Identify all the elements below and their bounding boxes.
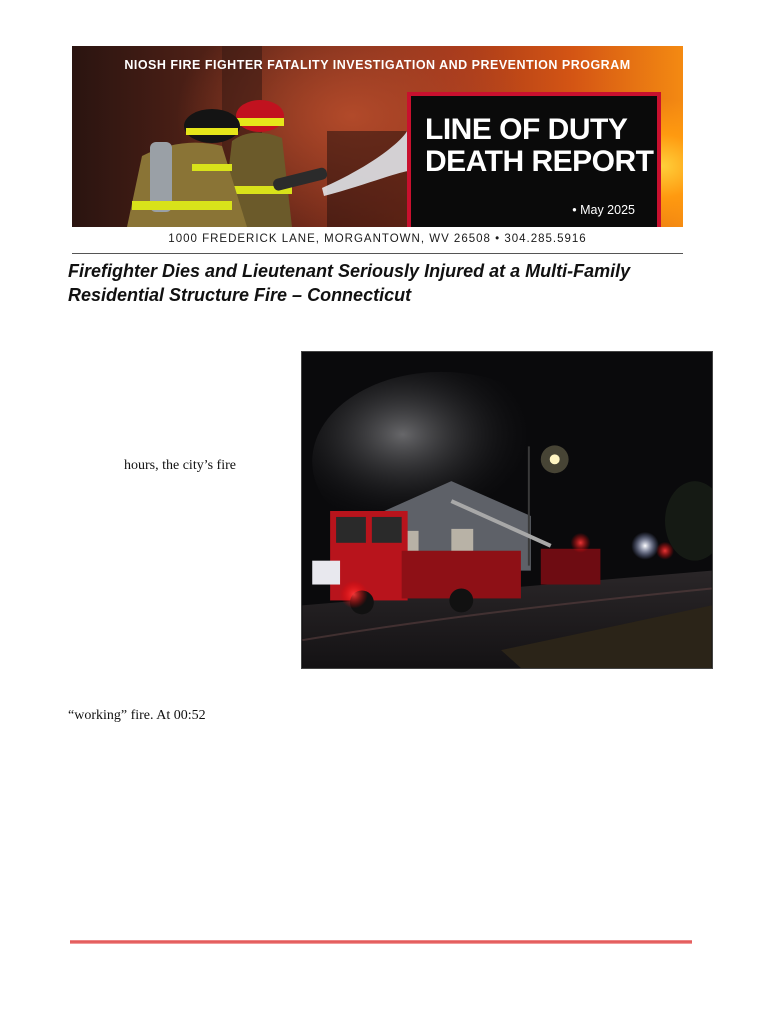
report-banner (72, 46, 683, 227)
report-title: Firefighter Dies and Lieutenant Seriously Injured at a Multi-Family Residential Structure Fire – Connecticut (68, 261, 631, 305)
report-type-box (407, 92, 661, 227)
program-address: 1000 FREDERICK LANE, MORGANTOWN, WV 26508 • 304.285.5916 (168, 233, 587, 245)
fire-scene-illustration (302, 352, 712, 668)
report-date: • May 2025 (572, 203, 635, 217)
header-divider (72, 253, 683, 254)
fire-scene-photo (301, 351, 713, 669)
body-text-fragment: hours, the city’s fire (124, 458, 236, 473)
report-type: LINE OF DUTY DEATH REPORT (425, 113, 654, 178)
body-text-fragment: “working” fire. At 00:52 (68, 708, 206, 723)
footer-divider (70, 940, 692, 944)
program-name: NIOSH FIRE FIGHTER FATALITY INVESTIGATION AND PREVENTION PROGRAM (124, 58, 631, 72)
